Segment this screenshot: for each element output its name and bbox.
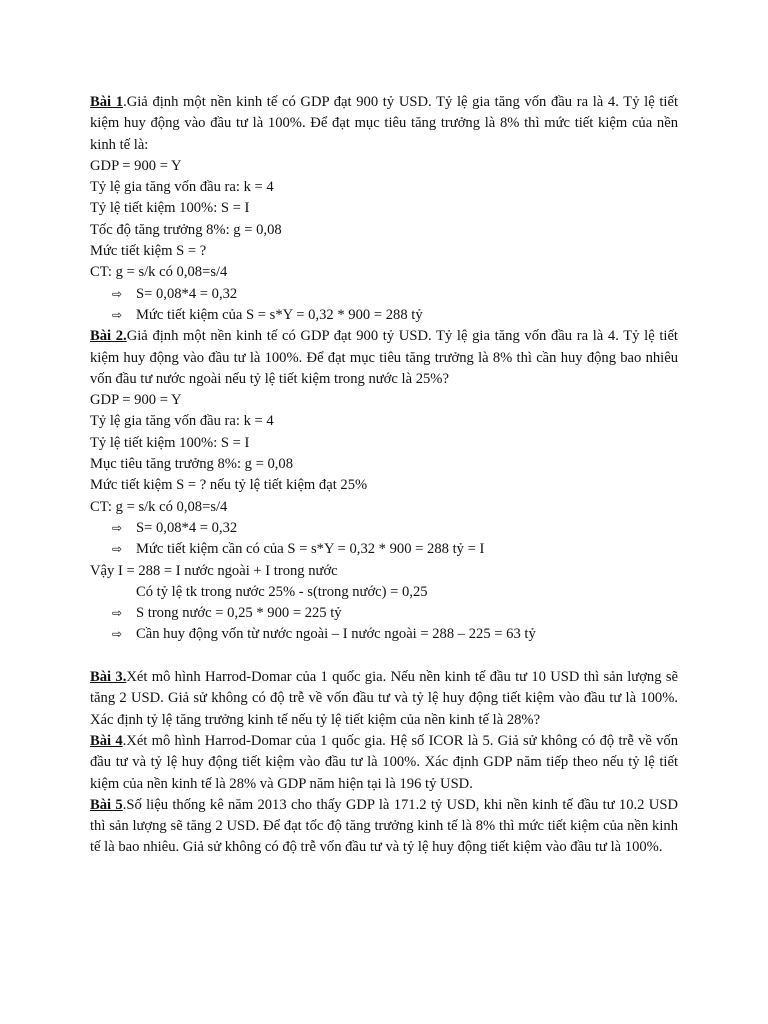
bai1-line-s: Mức tiết kiệm S = ? [90, 243, 207, 260]
bai1-arrow-text: Mức tiết kiệm của S = s*Y = 0,32 * 900 = 288 tỷ [136, 306, 423, 323]
bai2-text: Giả định một nền kinh tế có GDP đạt 900 tỷ USD. Tỷ lệ gia tăng vốn đầu ra là 4. Tỷ lệ tiết kiệm huy động vào đầu tư là 100%. Để đạt mục tiêu tăng trưởng là 8% thì cần huy động bao nhiêu vốn đầu tư nước ngoài nếu tỷ lệ tiết kiệm trong nước là 25%? [90, 328, 678, 387]
bai2-arrow-item [90, 539, 678, 560]
bai2-arrow-item [90, 624, 678, 645]
bai1-line-g: Tốc độ tăng trưởng 8%: g = 0,08 [90, 221, 282, 238]
bai3-problem [90, 667, 678, 731]
arrow-icon: ⇨ [112, 307, 123, 322]
arrow-icon: ⇨ [112, 286, 123, 301]
bai1-title: Bài 1 [90, 94, 124, 110]
bai1-arrow-item [90, 305, 678, 326]
bai2-line-ct: CT: g = s/k có 0,08=s/4 [90, 498, 228, 515]
bai1-line-ct: CT: g = s/k có 0,08=s/4 [90, 264, 228, 281]
bai2-line-gdp: GDP = 900 = Y [90, 392, 182, 409]
bai2-arrow-text: Mức tiết kiệm cần có của S = s*Y = 0,32 * 900 = 288 tỷ = I [136, 541, 485, 558]
bai2-line-si: Tỷ lệ tiết kiệm 100%: S = I [90, 434, 250, 451]
bai4-title: Bài 4 [90, 732, 123, 749]
bai5-title: Bài 5 [90, 796, 123, 813]
bai1-arrow-item [90, 284, 678, 305]
arrow-icon: ⇨ [112, 520, 123, 535]
bai1-line-k: Tỷ lệ gia tăng vốn đầu ra: k = 4 [90, 179, 274, 196]
bai2-arrow-text: S= 0,08*4 = 0,32 [136, 519, 238, 536]
bai1-line-si: Tỷ lệ tiết kiệm 100%: S = I [90, 200, 250, 217]
bai2-arrow-text: Cần huy động vốn từ nước ngoài – I nước ngoài = 288 – 225 = 63 tỷ [136, 626, 536, 643]
bai2-line-k: Tỷ lệ gia tăng vốn đầu ra: k = 4 [90, 413, 274, 430]
bai2-problem [90, 326, 678, 390]
blank-line [90, 646, 678, 667]
bai1-text: .Giả định một nền kinh tế có GDP đạt 900 tỷ USD. Tỷ lệ gia tăng vốn đầu ra là 4. Tỷ lệ tiết kiệm huy động vào đầu tư là 100%. Để đạt mục tiêu tăng trưởng là 8% thì mức tiết kiệm của nền kinh tế là: [90, 94, 678, 153]
bai2-line-g: Mục tiêu tăng trưởng 8%: g = 0,08 [90, 456, 294, 473]
bai1-arrow-text: S= 0,08*4 = 0,32 [136, 285, 238, 302]
bai2-arrow-item [90, 518, 678, 539]
arrow-icon: ⇨ [112, 627, 123, 642]
arrow-icon: ⇨ [112, 542, 123, 557]
bai4-text: .Xét mô hình Harrod-Domar của 1 quốc gia. Hệ số ICOR là 5. Giả sử không có độ trễ về vốn đầu tư và tỷ lệ huy động tiết kiệm vào đầu tư là 100%. Xác định GDP năm tiếp theo nếu tỷ lệ tiết kiệm của nền kinh tế là 28% và GDP năm hiện tại là 196 tỷ USD. [90, 732, 679, 792]
bai2-arrow-item [90, 603, 678, 624]
bai2-arrow-text: S trong nước = 0,25 * 900 = 225 tỷ [136, 605, 342, 622]
document-content [90, 92, 678, 859]
bai2-title: Bài 2. [90, 328, 127, 345]
bai3-title: Bài 3. [90, 669, 127, 686]
bai3-text: Xét mô hình Harrod-Domar của 1 quốc gia. Nếu nền kinh tế đầu tư 10 USD thì sản lượng sẽ tăng 2 USD. Giả sử không có độ trễ về vốn đầu tư và tỷ lệ huy động tiết kiệm vào đầu tư là 100%. Xác định tỷ lệ tăng trưởng kinh tế nếu tỷ lệ tiết kiệm của nền kinh tế là 28%? [90, 669, 678, 728]
bai2-line-indent: Có tỷ lệ tk trong nước 25% - s(trong nước) = 0,25 [136, 583, 428, 600]
bai4-problem [90, 731, 678, 795]
arrow-icon: ⇨ [112, 606, 123, 621]
bai1-line-gdp: GDP = 900 = Y [90, 157, 182, 174]
bai5-text: .Số liệu thống kê năm 2013 cho thấy GDP là 171.2 tỷ USD, khi nền kinh tế đầu tư 10.2 USD thì sản lượng sẽ tăng 2 USD. Để đạt tốc độ tăng trưởng kinh tế là 8% thì mức tiết kiệm của nền kinh tế là bao nhiêu. Giả sử không có độ trễ vốn đầu tư và tỷ lệ huy động tiết kiệm vào đầu tư là 100%. [90, 796, 679, 856]
bai1-problem [90, 92, 678, 156]
bai5-problem [90, 795, 678, 859]
bai2-line-s: Mức tiết kiệm S = ? nếu tỷ lệ tiết kiệm đạt 25% [90, 477, 368, 494]
bai2-line-vay: Vậy I = 288 = I nước ngoài + I trong nước [90, 562, 338, 579]
